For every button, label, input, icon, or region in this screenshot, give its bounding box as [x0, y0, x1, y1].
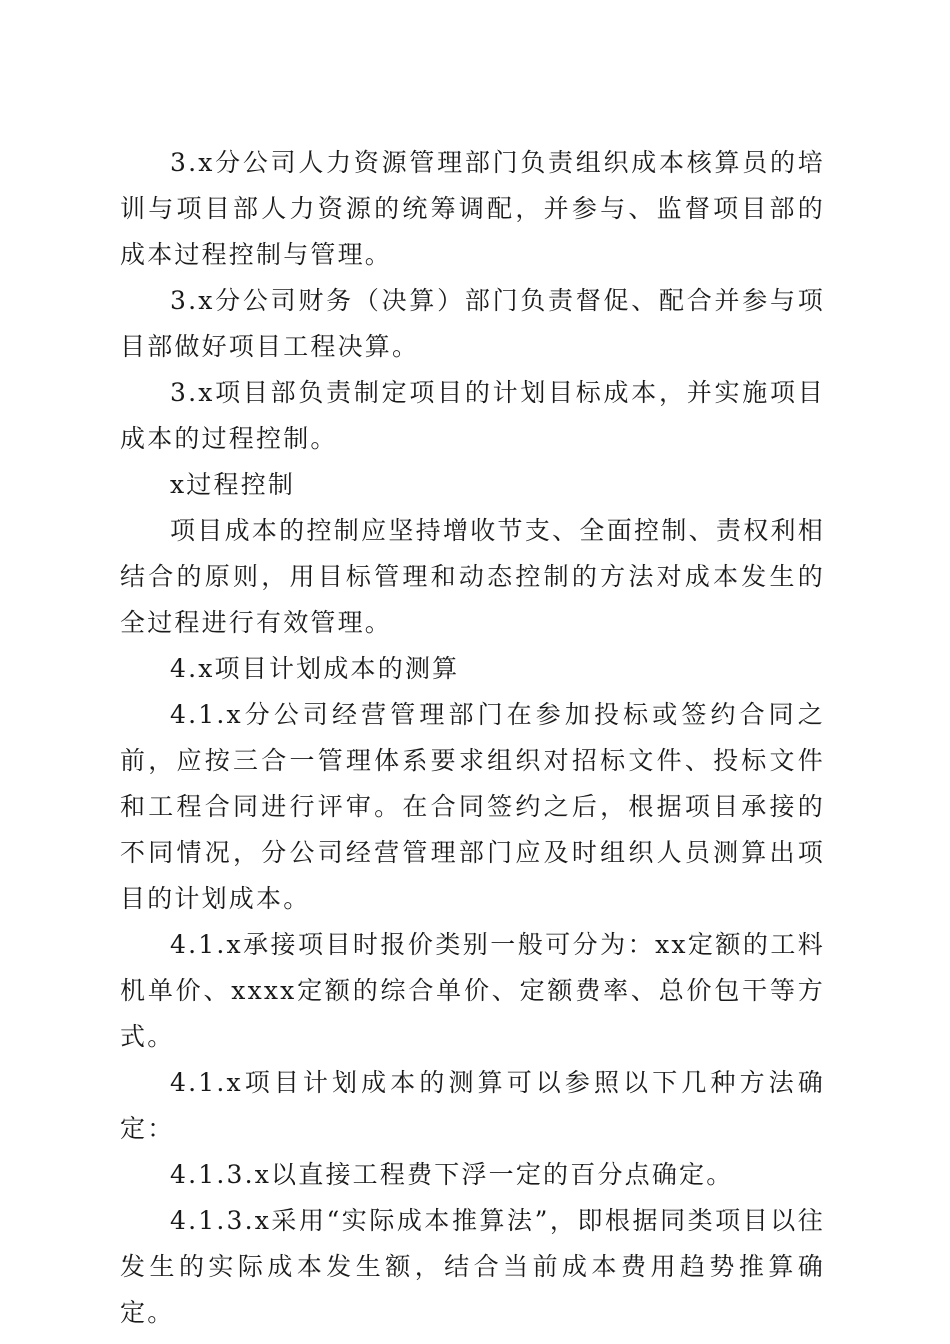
document-body: [120, 140, 825, 1336]
paragraph-estimation-methods: 4.1.x项目计划成本的测算可以参照以下几种方法确定：: [120, 1068, 825, 1143]
paragraph-quote-categories: 4.1.x承接项目时报价类别一般可分为：xx定额的工料机单价、xxxx定额的综合单价、定额费率、总价包干等方式。: [120, 930, 825, 1051]
section-heading-cost-estimation: 4.x项目计划成本的测算: [170, 654, 460, 683]
paragraph-hr-responsibility: 3.x分公司人力资源管理部门负责组织成本核算员的培训与项目部人力资源的统筹调配，并参与、监督项目部的成本过程控制与管理。: [120, 148, 825, 269]
paragraph-method-direct-cost: 4.1.3.x以直接工程费下浮一定的百分点确定。: [170, 1160, 734, 1189]
paragraph-control-principle: 项目成本的控制应坚持增收节支、全面控制、责权利相结合的原则，用目标管理和动态控制的方法对成本发生的全过程进行有效管理。: [120, 516, 825, 637]
paragraph-method-actual-cost: 4.1.3.x采用“实际成本推算法”，即根据同类项目以往发生的实际成本发生额，结合当前成本费用趋势推算确定。: [120, 1206, 825, 1327]
paragraph-project-dept-responsibility: 3.x项目部负责制定项目的计划目标成本，并实施项目成本的过程控制。: [120, 378, 825, 453]
paragraph-finance-responsibility: 3.x分公司财务（决算）部门负责督促、配合并参与项目部做好项目工程决算。: [120, 286, 825, 361]
paragraph-contract-review: 4.1.x分公司经营管理部门在参加投标或签约合同之前，应按三合一管理体系要求组织对招标文件、投标文件和工程合同进行评审。在合同签约之后，根据项目承接的不同情况，分公司经营管理部门应及时组织人员测算出项目的计划成本。: [120, 700, 825, 913]
section-heading-process-control: x过程控制: [170, 470, 296, 499]
